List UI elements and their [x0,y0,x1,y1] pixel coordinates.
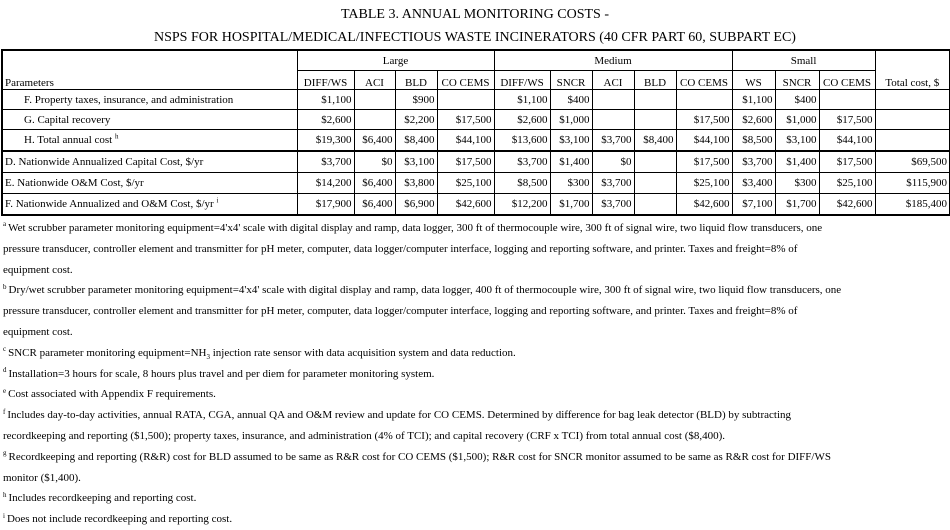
total-cost-cell [875,130,950,152]
footnote-i [3,509,947,530]
cost-cell: $8,400 [634,130,676,152]
cost-cell: $17,500 [437,110,494,130]
footnote-g-continued [3,468,947,489]
cost-cell: $900 [395,90,437,110]
table-row [2,173,950,194]
row-label-text: G. Capital recovery [24,113,111,126]
column-header: DIFF/WS [297,71,354,90]
column-header-parameters: Parameters [2,71,297,90]
cost-cell: $1,700 [550,194,592,216]
footnotes [3,218,947,530]
row-label-text: F. Property taxes, insurance, and administration [24,93,234,106]
cost-cell: $3,700 [592,130,634,152]
cost-cell: $44,100 [437,130,494,152]
cost-cell: $1,000 [550,110,592,130]
cost-cell [437,90,494,110]
cost-cell: $3,400 [732,173,775,194]
row-label-footnote-mark: i [216,196,219,205]
cost-cell: $8,500 [732,130,775,152]
cost-cell: $3,800 [395,173,437,194]
footnote-text: Does not include recordkeeping and reporting cost. [6,513,233,526]
total-cost-cell: $185,400 [875,194,950,216]
header-blank-cell [2,50,297,71]
footnote-text: injection rate sensor with data acquisition system and data reduction. [209,346,516,359]
cost-cell: $1,100 [494,90,550,110]
cost-cell [634,173,676,194]
monitoring-costs-table [1,49,950,216]
row-label [2,151,297,173]
total-cost-cell [875,90,950,110]
footnote-text: SNCR parameter monitoring equipment=NH [8,346,207,359]
table-row [2,110,950,130]
footnote-text: Cost associated with Appendix F requirements. [8,388,216,401]
cost-cell [634,90,676,110]
cost-cell: $19,300 [297,130,354,152]
table-row [2,90,950,110]
cost-cell: $3,700 [592,173,634,194]
row-label-text: H. Total annual cost [24,134,113,146]
column-header: CO CEMS [819,71,875,90]
cost-cell [634,194,676,216]
footnote-mark: b [3,282,7,291]
cost-cell: $17,500 [676,110,732,130]
group-header-large: Large [297,50,494,71]
table-title-line-1: TABLE 3. ANNUAL MONITORING COSTS - [341,7,609,22]
cost-cell: $8,500 [494,173,550,194]
table-title-line-2: NSPS FOR HOSPITAL/MEDICAL/INFECTIOUS WASTE INCINERATORS (40 CFR PART 60, SUBPART EC) [154,30,796,45]
cost-cell: $17,500 [676,151,732,173]
cost-cell: $1,700 [775,194,819,216]
cost-cell [592,110,634,130]
cost-cell: $0 [354,151,395,173]
footnote-text: Includes day-to-day activities, annual RATA, CGA, annual QA and O&M review and update for CO CEMS. Determined by difference for bag leak detector (BLD) by subtracting [7,409,792,422]
footnote-a-continued [3,239,947,260]
column-header: SNCR [550,71,592,90]
column-header-total-cost: Total cost, $ [875,71,950,90]
row-label [2,194,297,216]
row-label [2,130,297,152]
cost-cell: $0 [592,151,634,173]
cost-cell: $14,200 [297,173,354,194]
row-label [2,90,297,110]
footnote-text: equipment cost. [3,263,73,276]
row-label-text: F. Nationwide Annualized and O&M Cost, $/yr [5,198,214,210]
footnote-text: Installation=3 hours for scale, 8 hours plus travel and per diem for parameter monitoring system. [8,367,435,380]
cost-cell: $1,100 [297,90,354,110]
column-header: CO CEMS [676,71,732,90]
group-header-small: Small [732,50,875,71]
cost-cell: $44,100 [819,130,875,152]
cost-cell [634,110,676,130]
cost-cell [592,90,634,110]
footnote-text: pressure transducer, controller element and transmitter for pH meter, computer, data logger/computer interface, logging and reporting software, and printer. Taxes and freight=8% of [3,242,798,255]
cost-cell: $3,700 [732,151,775,173]
footnote-d [3,364,947,385]
footnote-a [3,218,947,239]
footnote-e [3,384,947,405]
table-header-column-row [2,71,950,90]
column-header: BLD [634,71,676,90]
cost-cell: $17,500 [437,151,494,173]
footnote-a-continued [3,260,947,281]
column-header: WS [732,71,775,90]
cost-cell: $1,000 [775,110,819,130]
cost-cell: $3,700 [494,151,550,173]
table-row [2,194,950,216]
footnote-c [3,343,947,364]
cost-cell [676,90,732,110]
total-cost-cell [875,110,950,130]
footnote-b [3,280,947,301]
table-header-group-row [2,50,950,71]
cost-cell: $2,600 [297,110,354,130]
column-header: SNCR [775,71,819,90]
cost-cell: $42,600 [676,194,732,216]
cost-cell: $8,400 [395,130,437,152]
cost-cell: $17,500 [819,151,875,173]
cost-cell: $2,600 [494,110,550,130]
column-header: BLD [395,71,437,90]
table-row [2,130,950,152]
cost-cell: $300 [550,173,592,194]
cost-cell: $13,600 [494,130,550,152]
footnote-text: recordkeeping and reporting ($1,500); property taxes, insurance, and administration (4% of TCI); and capital recovery (CRF x TCI) from total annual cost ($8,400). [3,429,726,442]
footnote-g [3,447,947,468]
cost-cell: $6,400 [354,173,395,194]
cost-cell: $1,400 [775,151,819,173]
footnote-b-continued [3,301,947,322]
table-body [2,90,950,216]
cost-cell: $1,100 [732,90,775,110]
cost-cell: $6,900 [395,194,437,216]
footnote-mark: h [3,490,7,499]
row-label-text: E. Nationwide O&M Cost, $/yr [5,177,144,189]
column-header: ACI [354,71,395,90]
total-cost-cell: $69,500 [875,151,950,173]
cost-cell: $2,200 [395,110,437,130]
footnote-mark: c [3,345,7,354]
footnote-mark: e [3,386,7,395]
cost-cell: $400 [550,90,592,110]
cost-cell [354,110,395,130]
column-header: DIFF/WS [494,71,550,90]
table-row [2,151,950,173]
footnote-mark: a [3,220,7,229]
cost-cell: $6,400 [354,194,395,216]
cost-cell: $12,200 [494,194,550,216]
cost-cell: $17,500 [819,110,875,130]
cost-cell: $2,600 [732,110,775,130]
cost-cell: $300 [775,173,819,194]
cost-cell: $25,100 [676,173,732,194]
footnote-text: Recordkeeping and reporting (R&R) cost for BLD assumed to be same as R&R cost for CO CEMS ($1,500); R&R cost for SNCR monitor assumed to be same as R&R cost for DIFF/WS [8,450,831,463]
footnote-text: Includes recordkeeping and reporting cost. [8,492,197,505]
cost-cell: $7,100 [732,194,775,216]
cost-cell: $42,600 [819,194,875,216]
column-header: CO CEMS [437,71,494,90]
footnote-text: Dry/wet scrubber parameter monitoring equipment=4'x4' scale with digital display and ramp, data logger, 400 ft of thermocouple wire, 300 ft of signal wire, two liquid flow transducers, one [8,284,842,297]
footnote-mark: g [3,449,7,458]
footnote-text: Wet scrubber parameter monitoring equipment=4'x4' scale with digital display and ramp, data logger, 300 ft of thermocouple wire, 300 ft of signal wire, two liquid flow transducers, one [8,222,823,234]
footnote-b-continued [3,322,947,343]
footnote-f [3,405,947,426]
cost-cell: $42,600 [437,194,494,216]
cost-cell: $1,400 [550,151,592,173]
footnote-mark: d [3,365,7,374]
cost-cell: $3,100 [775,130,819,152]
cost-cell [354,90,395,110]
cost-cell: $6,400 [354,130,395,152]
cost-cell: $3,700 [592,194,634,216]
footnote-text: pressure transducer, controller element and transmitter for pH meter, computer, data logger/computer interface, logging and reporting software, and printer. Taxes and freight=8% of [3,305,798,318]
cost-cell [634,151,676,173]
row-label [2,110,297,130]
footnote-text: equipment cost. [3,325,73,338]
footnote-h [3,488,947,509]
cost-cell: $17,900 [297,194,354,216]
header-blank-cell-total [875,50,950,71]
cost-cell [819,90,875,110]
cost-cell: $44,100 [676,130,732,152]
cost-cell: $400 [775,90,819,110]
footnote-mark: f [3,407,6,416]
cost-cell: $3,100 [550,130,592,152]
row-label-footnote-mark: h [114,132,119,141]
row-label [2,173,297,194]
footnote-subscript: 3 [206,352,210,361]
cost-cell: $25,100 [819,173,875,194]
group-header-medium: Medium [494,50,732,71]
column-header: ACI [592,71,634,90]
cost-cell: $3,100 [395,151,437,173]
row-label-text: D. Nationwide Annualized Capital Cost, $/yr [5,156,204,168]
total-cost-cell: $115,900 [875,173,950,194]
footnote-text: monitor ($1,400). [3,471,81,484]
cost-cell: $25,100 [437,173,494,194]
footnote-mark: i [3,511,5,520]
footnote-f-continued [3,426,947,447]
cost-cell: $3,700 [297,151,354,173]
